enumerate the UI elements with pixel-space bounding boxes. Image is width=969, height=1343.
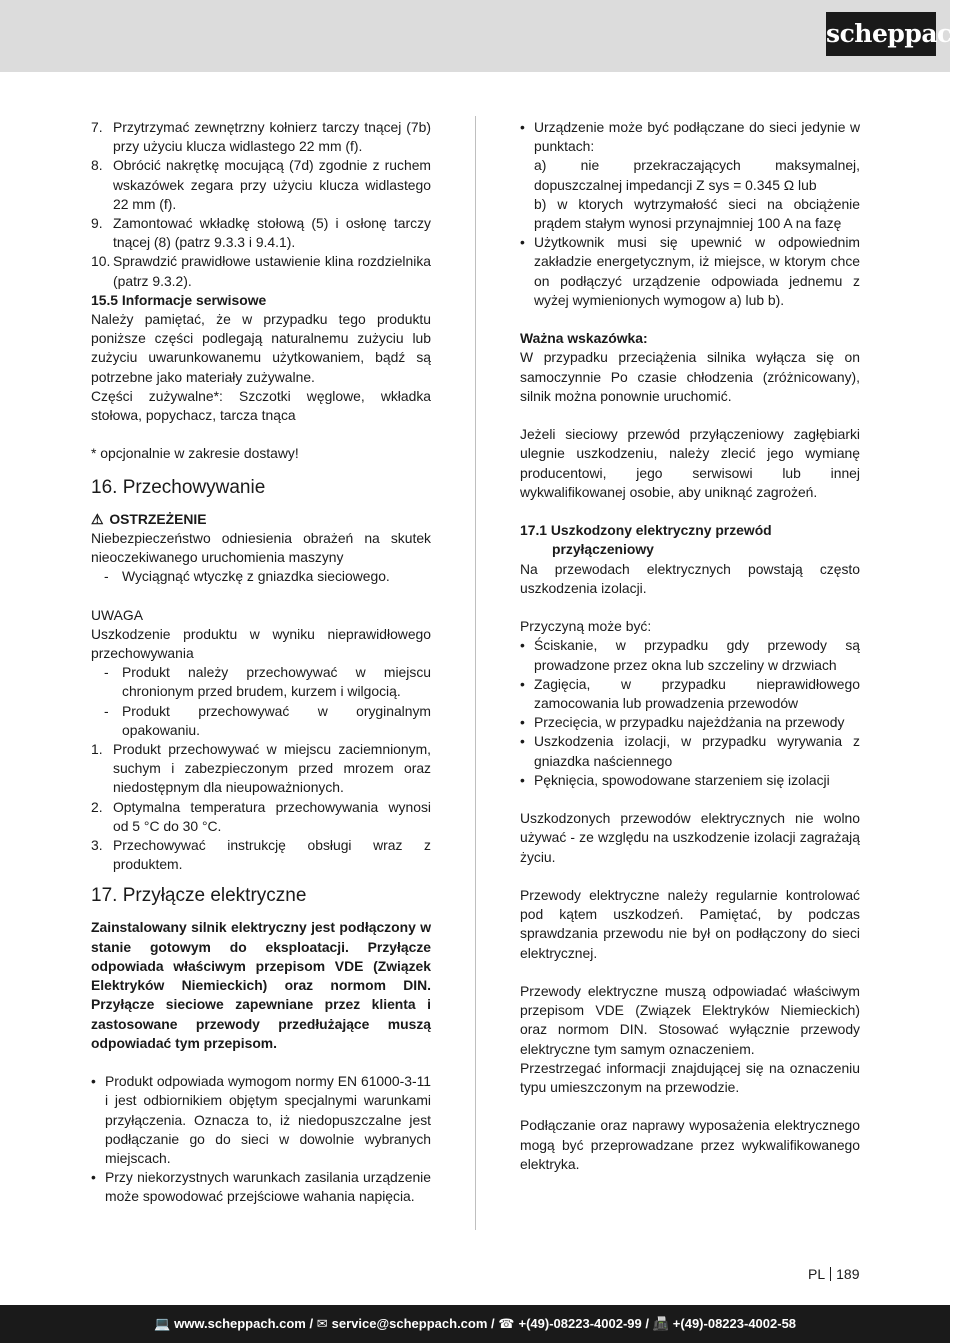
list-item: • Ściskanie, w przypadku gdy przewody są prowadzone przez okna lub szczeliny w drzwiach [520,637,860,673]
list-item: 1. Produkt przechowywać w miejscu zaciemnionym, suchym i zabezpieczonym przed mrozem oraz niedostępnym dla nieupoważnionych. [91,741,431,796]
causes-intro: Przyczyną może być: [520,618,652,635]
email-link[interactable]: service@scheppach.com [331,1316,488,1331]
list-item: 8. Obrócić nakrętkę mocującą (7d) zgodnie z ruchem wskazówek zegara przy użyciu klucza widlastego 22 mm (f). [91,157,431,212]
section-17-intro: Zainstalowany silnik elektryczny jest podłączony w stanie gotowym do eksploatacji. Przyłącze odpowiada właściwym przepisom VDE (Związek Elektryków Niemieckich) oraz normom DIN. Przyłącze sieciowe zapewniane przez klienta i zastosowane przewody przedłużające muszą odpowiadać tym przepisom. [91,919,431,1051]
list-item: • Użytkownik musi się upewnić w odpowiednim zakładzie energetycznym, iż miejsce, w ktorym chce on podłączyć urządzenie odpowiada jednemu z wyżej wymienionych wymogow a) lub b). [520,234,860,308]
important-heading: Ważna wskazówka: [520,330,648,347]
fax-number: +(49)-08223-4002-58 [672,1316,797,1331]
vde-text: Przewody elektryczne muszą odpowiadać właściwym przepisom VDE (Związek Elektryków Niemieckich) oraz normom DIN. Stosować wyłącznie przewody elektryczne tym samym oznaczeniem. [520,983,860,1057]
list-item: • Produkt odpowiada wymogom normy EN 61000-3-11 i jest odbiornikiem objętym specjalnymi warunkami przyłączenia. Oznacza to, iż niedopuszczalne jest podłączanie go do sieci w dowolnie wybranych miejscach. [91,1073,431,1166]
list-item: - Wyciągnąć wtyczkę z gniazdka sieciowego. [104,568,390,585]
list-item: 10. Sprawdzić prawidłowe ustawienie klina rozdzielnika (patrz 9.3.2). [91,253,431,289]
left-column [91,118,431,1207]
notice-text: Uszkodzenie produktu w wyniku nieprawidłowego przechowywania [91,625,431,662]
list-item: • Pęknięcia, spowodowane starzeniem się izolacji [520,771,830,788]
repair-text: Podłączanie oraz naprawy wyposażenia elektrycznego mogą być przeprowadzane przez wykwalifikowanego elektryka. [520,1117,860,1172]
wear-parts-text: Części zużywalne*: Szczotki węglowe, wkładka stołowa, popychacz, tarcza tnąca [91,387,431,424]
list-item: - Produkt przechowywać w oryginalnym opakowaniu. [104,702,431,738]
list-item: • Zagięcia, w przypadku nieprawidłowego zamocowania lub prowadzenia przewodów [520,675,860,712]
list-item: 7. Przytrzymać zewnętrzny kołnierz tarczy tnącej (7b) przy użyciu klucza widlastego 22 mm (f). [91,119,431,155]
notice-label: UWAGA [91,606,143,623]
damaged-cables-text: Uszkodzonych przewodów elektrycznych nie wolno używać - ze względu na uszkodzenie izolacji zagrażają życiu. [520,810,860,865]
list-item: 2. Optymalna temperatura przechowywania wynosi od 5 °C do 30 °C. [91,798,431,834]
list-item: • Uszkodzenia izolacji, w przypadku wyrywania z gniazdka naściennego [520,733,860,769]
list-item: • Przecięcia, w przypadku najeżdżania na przewody [520,714,845,731]
optional-note: * opcjonalnie w zakresie dostawy! [91,445,299,462]
warning-heading: ⚠ OSTRZEŻENIE [91,510,431,529]
important-text: W przypadku przeciążenia silnika wyłącza się on samoczynnie Po czasie chłodzenia (zróżnicowany), silnik można ponownie uruchomić. [520,349,860,404]
column-divider [475,116,476,1230]
list-item: 9. Zamontować wkładkę stołową (5) i osłonę tarczy tnącej (8) (patrz 9.3.3 i 9.4.1). [91,215,431,251]
phone-icon: ☎ [498,1316,515,1331]
list-item: - Produkt należy przechowywać w miejscu chronionym przed brudem, kurzem i wilgocią. [104,664,431,700]
scheppach-logo: scheppach [826,12,936,56]
phone-number: +(49)-08223-4002-99 [518,1316,642,1331]
computer-icon: 💻 [153,1316,171,1331]
website-link[interactable]: www.scheppach.com [174,1316,306,1331]
section-17-title: 17. Przyłącze elektryczne [91,885,307,907]
section-16-title: 16. Przechowywanie [91,476,266,498]
mail-icon: ✉ [316,1316,328,1331]
page-number: PL 189 [808,1266,860,1282]
list-item: • Urządzenie może być podłączane do sieci jedynie w punktach: a) nie przekraczających maksymalnej, dopuszczalnej impedancji Z sys = 0.345 Ω lub b) w ktorych wytrzymałość sieci na obciążenie prądem stałym wynosi przynajmniej 100 A na fazę [520,119,860,232]
cable-text: Jeżeli sieciowy przewód przyłączeniowy zagłębiarki ulegnie uszkodzeniu, należy zlecić jego wymianę producentowi, jego serwisowi lub innej wykwalifikowanej osobie, aby uniknąć zagrożeń. [520,426,860,500]
right-column [520,118,860,1174]
check-cables-text: Przewody elektryczne należy regularnie kontrolować pod kątem uszkodzeń. Pamiętać, by podczas sprawdzania przewodu nie był on podłączony do sieci elektrycznej. [520,887,860,961]
footer-bar: 💻 www.scheppach.com / ✉ service@scheppach.com / ☎ +(49)-08223-4002-99 / 📠 +(49)-08223-4002-58 [0,1305,950,1343]
warning-triangle-icon: ⚠ [91,510,104,527]
section-17-1-text: Na przewodach elektrycznych powstają często uszkodzenia izolacji. [520,560,860,596]
section-17-1-heading: 17.1 Uszkodzony elektryczny przewód przyłączeniowy [520,522,772,558]
service-heading: 15.5 Informacje serwisowe [91,291,267,308]
header-bar [0,0,969,72]
warning-text: Niebezpieczeństwo odniesienia obrażeń na skutek nieoczekiwanego uruchomienia maszyny [91,529,431,566]
fax-icon: 📠 [652,1316,669,1331]
list-item: • Przy niekorzystnych warunkach zasilania urządzenie może spowodować przejściowe wahania napięcia. [91,1169,431,1205]
service-text: Należy pamiętać, że w przypadku tego produktu poniższe części podlegają naturalnemu zużyciu lub zużyciu uwarunkowanemu użytkowaniem, bądź są potrzebne jako materiały zużywalne. [91,311,431,385]
type-label-info-text: Przestrzegać informacji znajdującej się na oznaczeniu typu umieszczonym na przewodzie. [520,1059,860,1096]
list-item: 3. Przechowywać instrukcję obsługi wraz z produktem. [91,837,431,873]
